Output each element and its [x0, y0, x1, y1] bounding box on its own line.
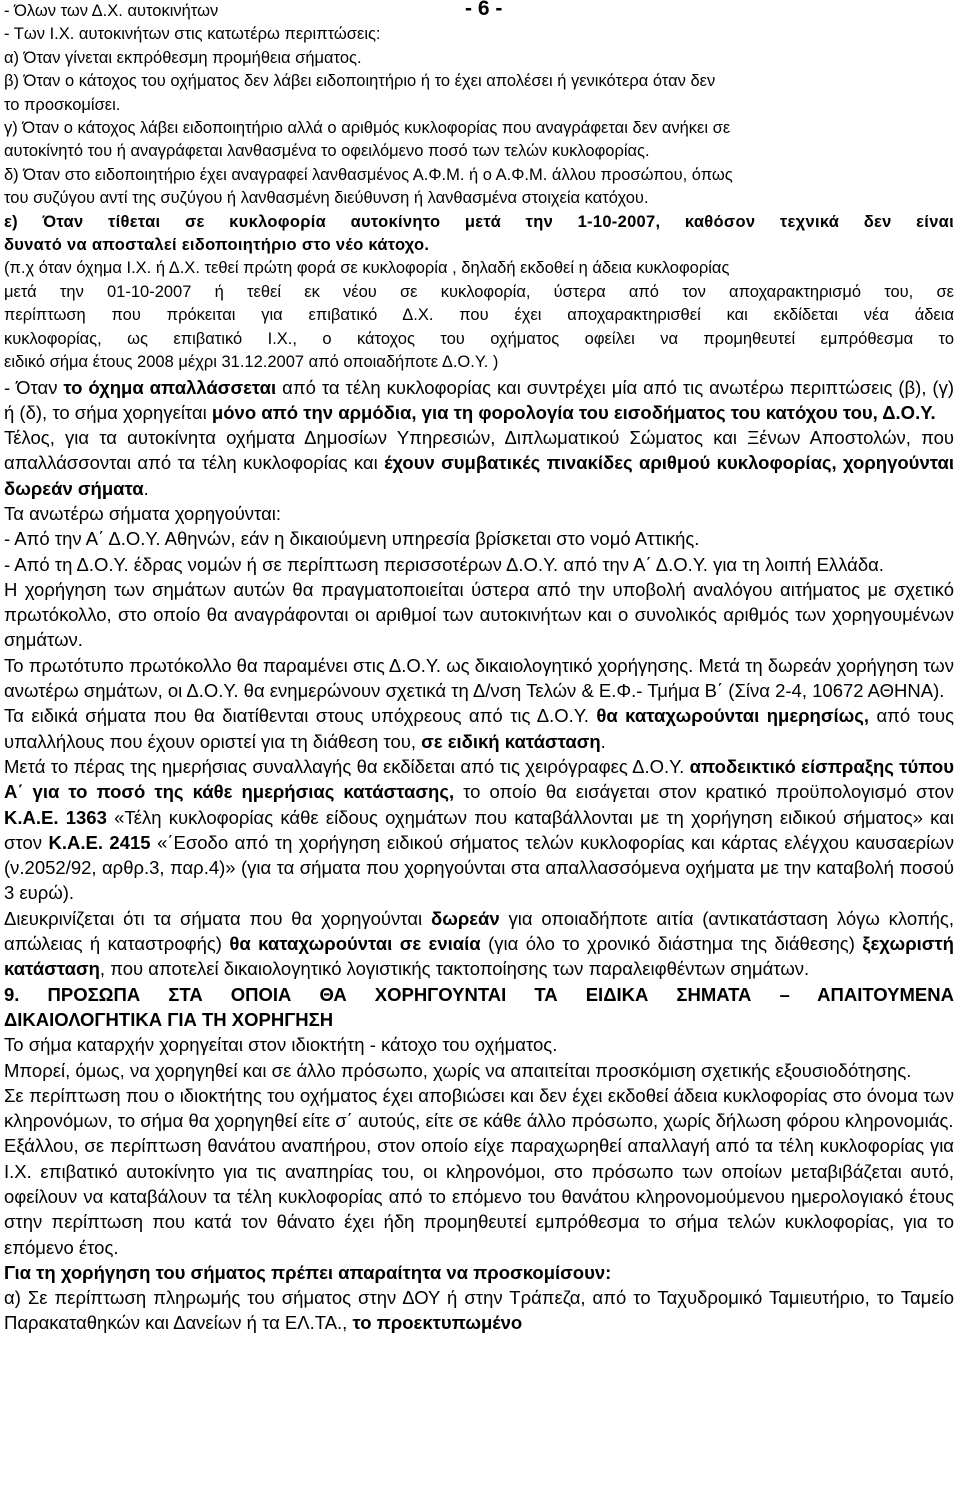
paragraph-daily-record: Τα ειδικά σήματα που θα διατίθενται στους υπόχρεους από τις Δ.Ο.Υ. θα καταχωρούνται ημερησίως, από τους υπαλλήλους που έχουν οριστεί για τη διάθεση του, σε ειδική κατάσταση. — [4, 705, 954, 752]
paragraph-protocol: Το πρωτότυπο πρωτόκολλο θα παραμένει στις Δ.Ο.Υ. ως δικαιολογητικό χορήγησης. Μετά τη δωρεάν χορήγηση των ανωτέρω σημάτων, οι Δ.Ο.Υ. θα ενημερώνουν σχετικά τη Δ/νση Τελών & Ε.Φ.- Τμήμα Β΄ (Σίνα 2-4, 10672 ΑΘΗΝΑ). — [4, 654, 954, 702]
section-9-heading-cont: ΔΙΚΑΙΟΛΟΓΗΤΙΚΑ ΓΙΑ ΤΗ ΧΟΡΗΓΗΣΗ — [4, 1008, 334, 1030]
paragraph-payment-case: α) Σε περίπτωση πληρωμής του σήματος στην ΔΟΥ ή στην Τράπεζα, από το Ταχυδρομικό Ταμιευτήριο, το Ταμείο Παρακαταθηκών και Δανείων ή τα ΕΛ.ΤΑ., το προεκτυπωμένο — [4, 1287, 954, 1334]
paragraph-request: Η χορήγηση των σημάτων αυτών θα πραγματοποιείται ύστερα από την υποβολή αναλόγου αιτήματος με σχετικό πρωτόκολλο, στο οποίο θα αναγράφονται οι αριθμοί των αυτοκινήτων και ο συνολικός αριθμός των χορηγουμένων σημάτων. — [4, 578, 954, 651]
paragraph-other-doy: - Από τη Δ.Ο.Υ. έδρας νομών ή σε περίπτωση περισσοτέρων Δ.Ο.Υ. από την Α΄ Δ.Ο.Υ. για τη λοιπή Ελλάδα. — [4, 553, 884, 575]
case-line: αυτοκίνητό του ή αναγράφεται λανθασμένα το οφειλόμενο ποσό των τελών κυκλοφορίας. — [4, 142, 650, 161]
case-line: α) Όταν γίνεται εκπρόθεσμη προμήθεια σήματος. — [4, 48, 362, 67]
case-line: το προσκομίσει. — [4, 95, 121, 114]
paragraph-deceased-owner: Σε περίπτωση που ο ιδιοκτήτης του οχήματος έχει αποβιώσει και δεν έχει εκδοθεί άδεια κυκλοφορίας στο όνομα των κληρονόμων, το σήμα θα χορηγηθεί είτε σ΄ αυτούς, είτε σε κάθε άλλο πρόσωπο, χωρίς δήλωση φόρου κληρονομιάς. — [4, 1084, 954, 1132]
document-body — [4, 0, 954, 1336]
paragraph-owner: Το σήμα καταρχήν χορηγείται στον ιδιοκτήτη - κάτοχο του οχήματος. — [4, 1034, 558, 1056]
paragraph-athens-doy: - Από την Α΄ Δ.Ο.Υ. Αθηνών, εάν η δικαιούμενη υπηρεσία βρίσκεται στο νομό Αττικής. — [4, 528, 700, 550]
paragraph-disabled-heirs: Εξάλλου, σε περίπτωση θανάτου αναπήρου, στον οποίο είχε παραχωρηθεί απαλλαγή από τα τέλη κυκλοφορίας για Ι.Χ. επιβατικό αυτοκίνητο για τις αναπηρίας του, οι κληρονόμοι, στο πρόσωπο των οποίων μεταβιβάζεται αυτό, οφείλουν να καταβάλουν τα τέλη κυκλοφορίας από το επόμενο του θανάτου κληρονομούμενου ημερολογιακό έτους στην περίπτωση που κατά τον θάνατο έχει ήδη προμηθευτεί εμπρόθεσμα το σήμα τελών κυκλοφορίας, για το επόμενο έτος. — [4, 1135, 954, 1258]
paragraph-public-services: Τέλος, για τα αυτοκίνητα οχήματα Δημοσίων Υπηρεσιών, Διπλωματικού Σώματος και Ξένων Αποστολών, που απαλλάσσονται από τα τέλη κυκλοφορίας και έχουν συμβατικές πινακίδες αριθμού κυκλοφορίας, χορηγούνται δωρεάν σήματα. — [4, 427, 954, 499]
paragraph-other-person: Μπορεί, όμως, να χορηγηθεί και σε άλλο πρόσωπο, χωρίς να απαιτείται προσκόμιση σχετικής εξουσιοδότησης. — [4, 1059, 912, 1081]
paragraph-exempt-vehicle: - Όταν το όχημα απαλλάσσεται από τα τέλη κυκλοφορίας και συντρέχει μία από τις ανωτέρω περιπτώσεις (β), (γ) ή (δ), το σήμα χορηγείται μόνο από την αρμόδια, για τη φορολογία του εισοδήματος του κατόχου του, Δ.Ο.Υ. — [4, 376, 954, 423]
case-line: - Των Ι.Χ. αυτοκινήτων στις κατωτέρω περιπτώσεις: — [4, 25, 381, 44]
section-9-heading: 9. ΠΡΟΣΩΠΑ ΣΤΑ ΟΠΟΙΑ ΘΑ ΧΟΡΗΓΟΥΝΤΑΙ ΤΑ ΕΙΔΙΚΑ ΣΗΜΑΤΑ – ΑΠΑΙΤΟΥΜΕΝΑ — [4, 983, 954, 1005]
case-line: ειδικό σήμα έτους 2008 μέχρι 31.12.2007 από οποιαδήποτε Δ.Ο.Υ. ) — [4, 353, 499, 372]
case-line-bold: δυνατό να αποσταλεί ειδοποιητήριο στο νέο κάτοχο. — [4, 236, 430, 255]
case-line: δ) Όταν στο ειδοποιητήριο έχει αναγραφεί λανθασμένος Α.Φ.Μ. ή ο Α.Φ.Μ. άλλου προσώπου, όπως — [4, 165, 733, 184]
case-line: περίπτωση που πρόκειται για επιβατικό Δ.Χ. που έχει αποχαρακτηρισθεί και εκδίδεται νέα άδεια — [4, 306, 954, 325]
paragraph-required-docs: Για τη χορήγηση του σήματος πρέπει απαραίτητα να προσκομίσουν: — [4, 1261, 612, 1283]
paragraph-free-signs: Διευκρινίζεται ότι τα σήματα που θα χορηγούνται δωρεάν για οποιαδήποτε αιτία (αντικατάσταση λόγω κλοπής, απώλειας ή καταστροφής) θα καταχωρούνται σε ενιαία (για όλο το χρονικό διάστημα της διάθεσης) ξεχωριστή κατάσταση, που αποτελεί δικαιολογητικό λογιστικής τακτοποίησης των παραλειφθέντων σημάτων. — [4, 907, 954, 980]
case-line: (π.χ όταν όχημα Ι.Χ. ή Δ.Χ. τεθεί πρώτη φορά σε κυκλοφορία , δηλαδή εκδοθεί η άδεια κυκλοφορίας — [4, 259, 730, 278]
case-line-bold: ε) Όταν τίθεται σε κυκλοφορία αυτοκίνητο μετά την 1-10-2007, καθόσον τεχνικά δεν είναι — [4, 212, 954, 231]
case-line: γ) Όταν ο κάτοχος λάβει ειδοποιητήριο αλλά ο αριθμός κυκλοφορίας που αναγράφεται δεν ανήκει σε — [4, 119, 731, 138]
case-line: του συζύγου αντί της συζύγου ή λανθασμένη διεύθυνση ή λανθασμένα στοιχεία κατόχου. — [4, 189, 649, 208]
case-line: - Όλων των Δ.Χ. αυτοκινήτων — [4, 2, 219, 20]
paragraph-receipt: Μετά το πέρας της ημερήσιας συναλλαγής θα εκδίδεται από τις χειρόγραφες Δ.Ο.Υ. αποδεικτικό είσπραξης τύπου Α΄ για το ποσό της κάθε ημερήσιας κατάστασης, το οποίο θα εισάγεται στον κρατικό προϋπολογισμό στον Κ.Α.Ε. 1363 «Τέλη κυκλοφορίας κάθε είδους οχημάτων που καταβάλλονται με τη χορήγηση ειδικού σήματος» και στον Κ.Α.Ε. 2415 «΄Εσοδο από τη χορήγηση ειδικού σήματος τελών κυκλοφορίας και κάρτας ελέγχου καυσαερίων (ν.2052/92, αρθρ.3, παρ.4)» (για τα σήματα που χορηγούνται στα απαλλασσόμενα οχήματα με την καταβολή ποσού 3 ευρώ). — [4, 755, 955, 904]
paragraph-issued-by: Τα ανωτέρω σήματα χορηγούνται: — [4, 502, 282, 524]
main-text-block — [4, 375, 954, 1336]
case-line: μετά την 01-10-2007 ή τεθεί εκ νέου σε κυκλοφορία, ύστερα από τον αποχαρακτηρισμό του, σε — [4, 282, 954, 301]
vehicle-cases-block — [4, 0, 954, 375]
page-number: - 6 - — [465, 0, 503, 20]
case-line: β) Όταν ο κάτοχος του οχήματος δεν λάβει ειδοποιητήριο ή το έχει απολέσει ή γενικότερα όταν δεν — [4, 72, 716, 91]
case-line: κυκλοφορίας, ως επιβατικό Ι.Χ., ο κάτοχος του οχήματος οφείλει να προμηθευτεί εμπρόθεσμα το — [4, 329, 954, 348]
